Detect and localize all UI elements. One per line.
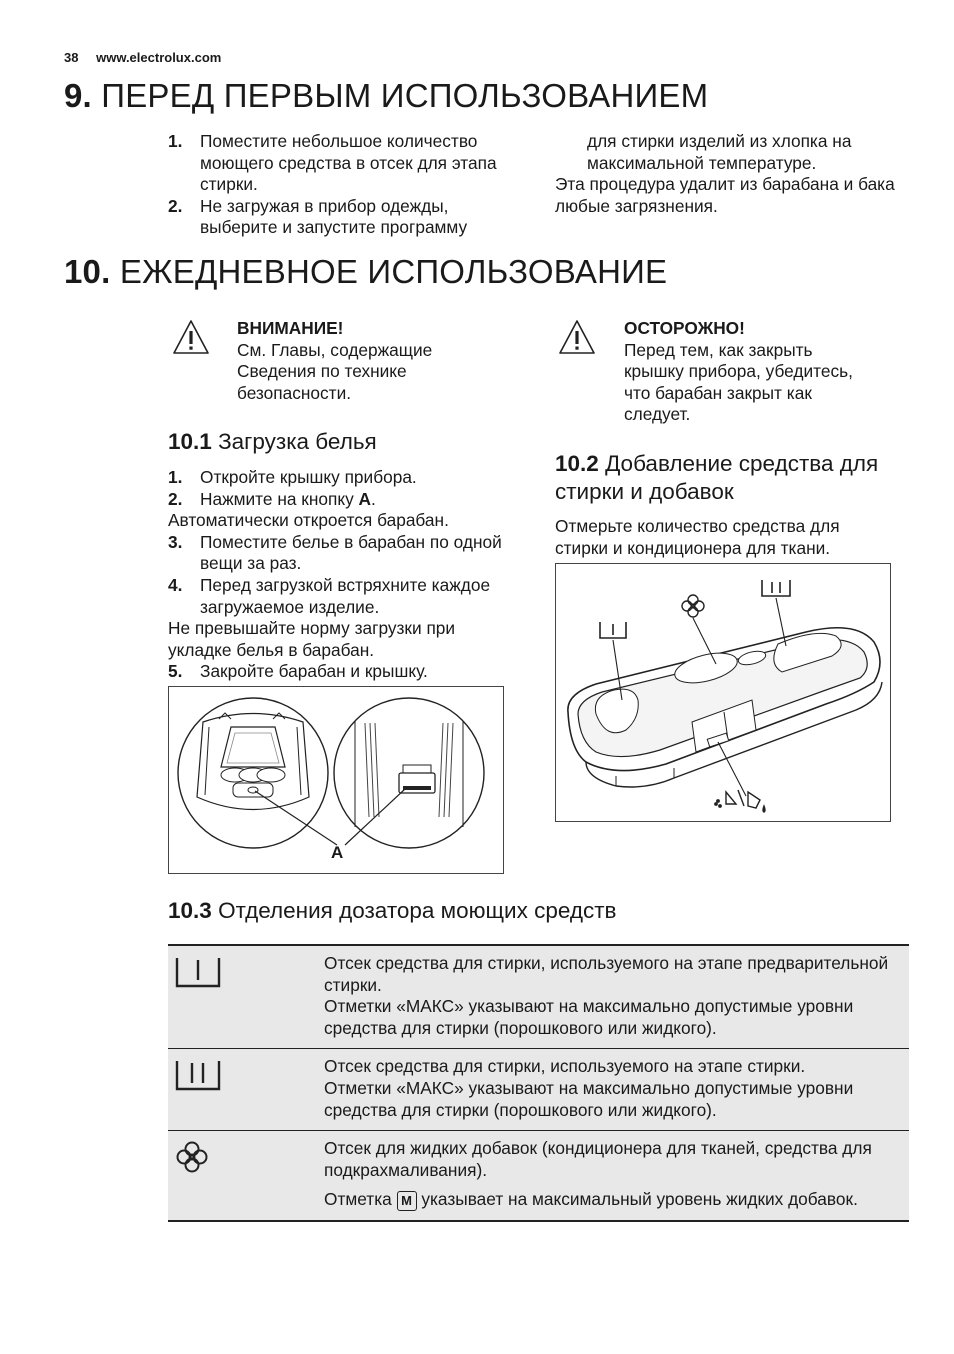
softener-flower-icon [174,1139,214,1175]
subsection-10-1-heading: 10.1 Загрузка белья [168,429,377,454]
page-header [64,50,235,65]
list-note: Автоматически откроется барабан. [168,510,449,531]
table-text-cell: Отсек для жидких добавок (кондиционера для тканей, средства для подкрахмаливания). Отметка M указывает на максимальный уровень жидких добавок. [324,1131,909,1221]
section-9-title: ПЕРЕД ПЕРВЫМ ИСПОЛЬЗОВАНИЕМ [101,77,709,114]
table-icon-cell [168,1049,324,1131]
subsection-10-1-steps [168,467,503,683]
step-2-continuation: для стирки изделий из хлопка на максимальной температуре. [587,131,852,173]
table-text-cell: Отсек средства для стирки, используемого на этапе стирки. Отметки «МАКС» указывают на максимально допустимые уровни средства для стирки (порошкового или жидкого). [324,1049,909,1131]
dispenser-figure [555,563,891,822]
wash-compartment-icon [174,1057,222,1093]
dispenser-illustration [556,564,890,821]
list-item: 3. Поместите белье в барабан по одной вещи за раз. [168,531,502,574]
warning-block [237,318,497,404]
caution-triangle-icon [557,318,597,356]
drum-figure [168,686,504,874]
section-10-title: ЕЖЕДНЕВНОЕ ИСПОЛЬЗОВАНИЕ [119,253,668,290]
subsection-10-2-text: Отмерьте количество средства для стирки и кондиционера для ткани. [555,516,840,558]
warning-triangle-icon [171,318,211,356]
section-9-steps [168,131,523,239]
warning-text: См. Главы, содержащие Сведения по технике безопасности. [237,339,433,403]
table-row [168,1131,909,1221]
section-9-continued [555,131,905,217]
warning-title: ВНИМАНИЕ! [237,318,344,338]
button-a-ref: A [358,488,372,509]
list-item: 1. Откройте крышку прибора. [168,467,417,487]
list-item: 1. Поместите небольшое количество моющего средства в отсек для этапа стирки. [168,131,497,195]
subsection-10-2-heading: 10.2 Добавление средства для стирки и добавок [555,451,879,504]
prewash-compartment-icon [174,954,222,990]
figure-label-a: A [331,843,344,862]
subsection-10-3-heading: 10.3 Отделения дозатора моющих средств [168,898,617,923]
page-number: 38 [64,50,79,65]
caution-block [624,318,874,426]
table-icon-cell [168,945,324,1049]
section-9-note: Эта процедура удалит из барабана и бака любые загрязнения. [555,174,895,216]
list-item: 4. Перед загрузкой встряхните каждое загружаемое изделие. [168,574,491,617]
max-mark-icon: M [397,1191,417,1211]
compartments-table [168,944,909,1222]
section-9-heading [64,77,708,115]
section-9-number: 9. [64,77,92,114]
list-item: 2. Не загружая в прибор одежды, выберите и запустите программу [168,195,468,238]
caution-title: ОСТОРОЖНО! [624,318,745,338]
table-row [168,1049,909,1131]
section-10-number: 10. [64,253,111,290]
table-icon-cell [168,1131,324,1221]
table-row [168,945,909,1049]
table-text-cell: Отсек средства для стирки, используемого на этапе предварительной стирки. Отметки «МАКС» указывают на максимально допустимые уровни средства для стирки (порошкового или жидкого). [324,945,909,1049]
caution-text: Перед тем, как закрыть крышку прибора, убедитесь, что барабан закрыт как следует. [624,339,853,425]
list-item: 5. Закройте барабан и крышку. [168,661,428,682]
list-item: 2. Нажмите на кнопку A. [168,488,376,509]
site-url[interactable]: www.electrolux.com [96,50,222,65]
list-note: Не превышайте норму загрузки при укладке белья в барабан. [168,618,456,660]
section-10-heading [64,253,667,291]
